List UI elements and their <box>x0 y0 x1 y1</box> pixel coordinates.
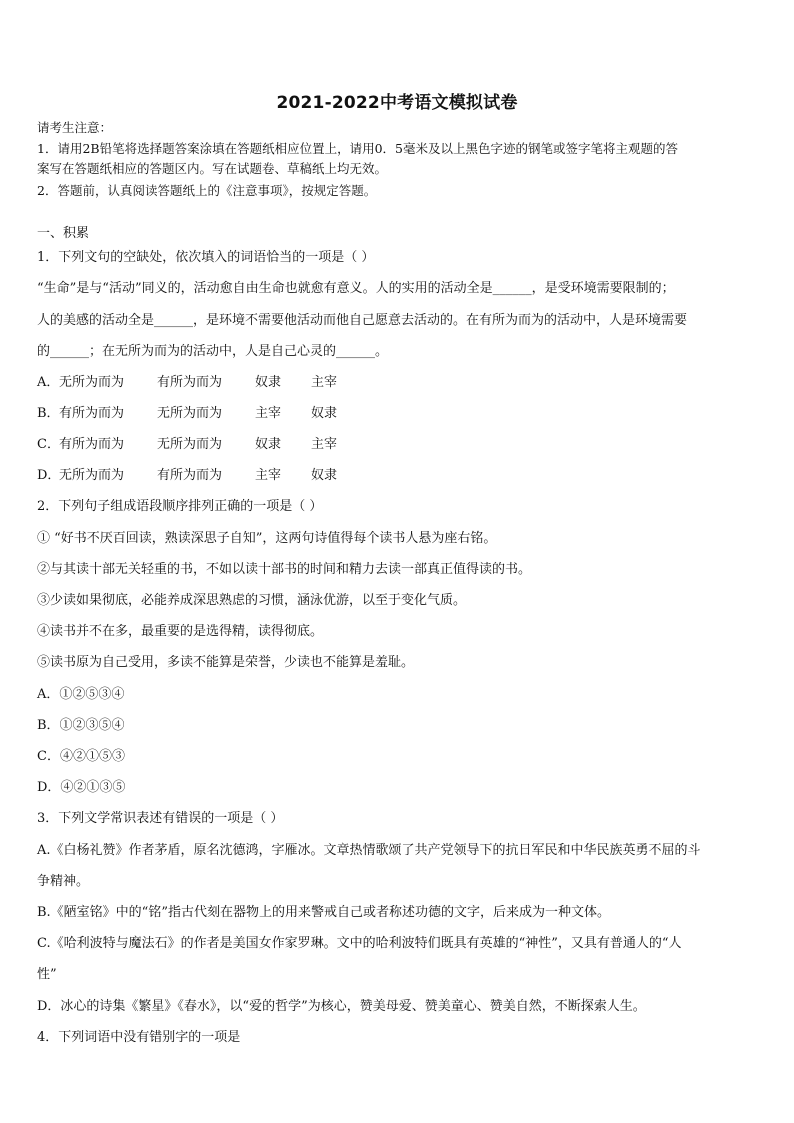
option-word-1: 无所为而为 <box>59 468 125 483</box>
q1-option-b <box>37 404 759 424</box>
notice-item-2: 2．答题前，认真阅读答题纸上的《注意事项》，按规定答题。 <box>37 183 377 198</box>
q3-option-c-line-1: C.《哈利波特与魔法石》的作者是美国女作家罗琳。文中的哈利波特们既具有英雄的“神性”，又具有普通人的“人 <box>37 936 682 951</box>
option-word-2: 有所为而为 <box>157 375 223 390</box>
option-word-2: 有所为而为 <box>157 468 223 483</box>
option-label: D． <box>37 468 61 483</box>
notice-item-1-line-2: 案写在答题纸相应的答题区内。写在试题卷、草稿纸上均无效。 <box>37 161 388 176</box>
q2-option-d: D．④②①③⑤ <box>37 780 126 795</box>
q4-stem: 4．下列词语中没有错别字的一项是 <box>37 1030 241 1045</box>
q1-option-a <box>37 373 759 393</box>
q1-passage-line-3: 的______；在无所为而为的活动中，人是自己心灵的______。 <box>37 344 389 359</box>
q3-option-a-line-1: A.《白杨礼赞》作者茅盾，原名沈德鸿，字雁冰。文章热情歌颂了共产党领导下的抗日军民和中华民族英勇不屈的斗 <box>37 843 701 858</box>
q1-passage-line-2: 人的美感的活动全是______，是环境不需要他活动而他自己愿意去活动的。在有所为而为的活动中，人是环境需要 <box>37 313 688 328</box>
option-label: B． <box>37 406 60 421</box>
q3-stem: 3．下列文学常识表述有错误的一项是（ ） <box>37 811 284 826</box>
option-word-1: 有所为而为 <box>59 406 125 421</box>
page-title: 2021-2022中考语文模拟试卷 <box>276 93 518 113</box>
q1-option-d <box>37 466 759 486</box>
q2-option-c: C．④②①⑤③ <box>37 749 125 764</box>
q2-sentence-1: ① “好书不厌百回读，熟读深思子自知”，这两句诗值得每个读书人悬为座右铭。 <box>37 531 497 546</box>
option-word-4: 奴隶 <box>311 468 338 483</box>
q2-sentence-5: ⑤读书原为自己受用，多读不能算是荣誉，少读也不能算是羞耻。 <box>37 655 415 670</box>
notice-item-1-line-1: 1．请用2B铅笔将选择题答案涂填在答题纸相应位置上，请用0．5毫米及以上黑色字迹的钢笔或签字笔将主观题的答 <box>37 141 678 156</box>
option-word-2: 无所为而为 <box>157 406 223 421</box>
q3-option-b: B.《陋室铭》中的“铭”指古代刻在器物上的用来警戒自己或者称述功德的文字，后来成为一种文体。 <box>37 905 610 920</box>
option-word-2: 无所为而为 <box>157 437 223 452</box>
option-word-1: 无所为而为 <box>59 375 125 390</box>
option-word-3: 主宰 <box>255 468 282 483</box>
option-word-4: 主宰 <box>311 375 338 390</box>
q2-sentence-4: ④读书并不在多，最重要的是选得精，读得彻底。 <box>37 624 324 639</box>
option-word-3: 主宰 <box>255 406 282 421</box>
section-heading: 一、积累 <box>37 226 90 241</box>
option-word-4: 主宰 <box>311 437 338 452</box>
option-word-1: 有所为而为 <box>59 437 125 452</box>
q1-option-c <box>37 435 759 455</box>
q3-option-d: D．冰心的诗集《繁星》《春水》，以“爱的哲学”为核心，赞美母爱、赞美童心、赞美自然，不断探索人生。 <box>37 999 646 1014</box>
q1-passage-line-1: “生命”是与“活动”同义的，活动愈自由生命也就愈有意义。人的实用的活动全是______，是受环境需要限制的； <box>37 281 675 296</box>
q2-stem: 2．下列句子组成语段顺序排列正确的一项是（ ） <box>37 499 323 514</box>
q2-sentence-3: ③少读如果彻底，必能养成深思熟虑的习惯，涵泳优游，以至于变化气质。 <box>37 593 467 608</box>
q3-option-c-line-2: 性” <box>37 967 57 982</box>
option-word-3: 奴隶 <box>255 437 282 452</box>
q3-option-a-line-2: 争精神。 <box>37 874 90 889</box>
q2-sentence-2: ②与其读十部无关轻重的书，不如以读十部书的时间和精力去读一部真正值得读的书。 <box>37 562 532 577</box>
option-word-3: 奴隶 <box>255 375 282 390</box>
option-word-4: 奴隶 <box>311 406 338 421</box>
q1-stem: 1．下列文句的空缺处，依次填入的词语恰当的一项是（ ） <box>37 250 375 265</box>
option-label: C． <box>37 437 60 452</box>
q2-option-a: A．①②⑤③④ <box>37 687 125 702</box>
q2-option-b: B．①②③⑤④ <box>37 718 125 733</box>
option-label: A． <box>37 375 60 390</box>
notice-heading: 请考生注意： <box>37 120 113 135</box>
